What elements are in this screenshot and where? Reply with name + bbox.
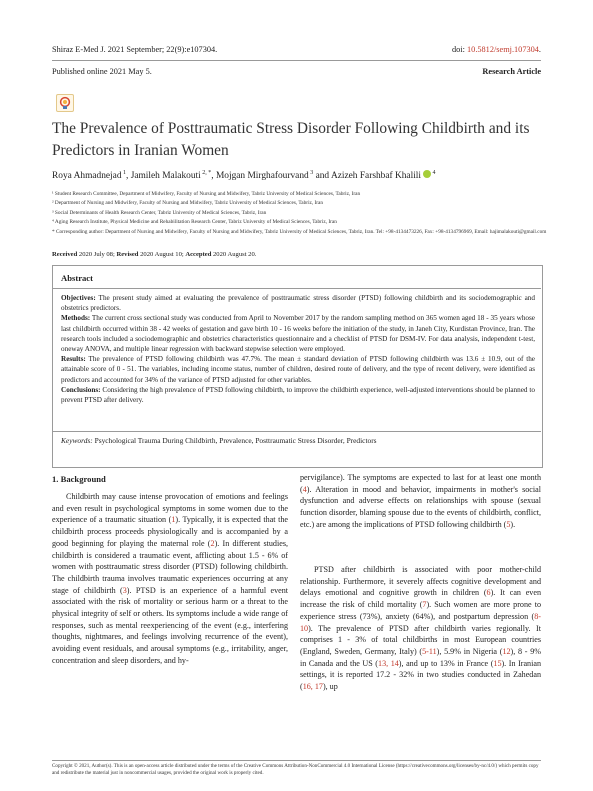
accepted-label: Accepted <box>185 251 212 258</box>
reference-link[interactable]: 12 <box>502 646 511 656</box>
author-affiliation-marker: 3 <box>308 170 314 176</box>
body-paragraph-right-1 <box>300 472 541 531</box>
section-heading: 1. Background <box>52 474 106 484</box>
reference-link[interactable]: 2 <box>210 538 215 548</box>
crossmark-icon[interactable] <box>56 94 74 112</box>
paragraph-text: ). Typically, it is expected that the childbirth process proceeds physiologically and is accompanied by a good beginning for playing the maternal role ( <box>52 515 289 548</box>
abstract-conclusions <box>61 385 535 405</box>
paragraph-text: ). Such women are more prone to experience stress (73%), anxiety (64%), and postpartum depression ( <box>300 600 541 621</box>
copyright-footer: Copyright © 2021, Author(s). This is an open-access article distributed under the terms of the Creative Commons Attribution-NonCommercial 4.0 International License (https://creativecommons.org/licenses/by-nc/4.0/) which permits copy and redistribute the material just in noncommercial usages, provided the original work is properly cited. <box>52 763 539 777</box>
abstract-heading: Abstract <box>61 273 93 283</box>
reference-link[interactable]: 6 <box>486 588 491 598</box>
paragraph-text: ), 8 - 9% in Canada and the US ( <box>300 646 541 668</box>
paragraph-text: ). In Iranian settings, it is reported 17.2 - 32% in two studies conducted in Zahedan ( <box>300 658 541 692</box>
paragraph-text: Childbirth may cause intense provocation of emotions and feelings and even result in psychological symptoms in some women due to the experience of a traumatic situation ( <box>52 492 288 525</box>
affiliation-line: ¹ Student Research Committee, Department of Midwifery, Faculty of Nursing and Midwifery, Tabriz University of Medical Sciences, Tabriz, Iran <box>52 191 361 197</box>
paragraph-text: ). It can even increase the risk of child mortality ( <box>300 588 541 610</box>
doi-prefix: doi: <box>452 45 468 54</box>
results-text: The prevalence of PTSD following childbirth was 47.7%. The mean ± standard deviation of PTSD following childbirth was 13.6 ± 10.9, out of the attainable score of 0 - 51. The variables, including income status, number of children, desired route of delivery, and the type of recent delivery, were identified as predictors and accounted for 34% of the variance of PTSD adjusted for other variables. <box>61 355 535 384</box>
abstract-methods <box>61 313 535 354</box>
paragraph-text: ). The prevalence of PTSD after childbirth varies regionally. It comprises 1 - 3% of total childbirths in most European countries (England, Sweden, Germany, Italy) ( <box>300 623 541 656</box>
keywords-label: Keywords: <box>61 436 93 445</box>
footer-divider <box>52 760 541 761</box>
author-affiliation-marker: 4 <box>431 170 436 176</box>
body-paragraph-right-2 <box>300 564 541 693</box>
affiliation-line: ⁴ Aging Research Institute, Physical Medicine and Rehabilitation Research Center, Tabriz University of Medical Sciences, Tabriz, Iran <box>52 219 337 226</box>
orcid-icon[interactable] <box>423 170 431 178</box>
revised-date: 2020 August 10; <box>138 251 186 258</box>
accepted-date: 2020 August 20. <box>211 251 257 258</box>
abstract-divider <box>53 288 541 289</box>
paragraph-text: ), and up to 13% in France ( <box>398 658 494 668</box>
paragraph-text: ). Alteration in mood and behavior, impairments in mother's social dysfunction and adverse effects on relationships with spouse (sexual function disorder, blaming spouse due to the events of childbirth, conflict, etc.) are among the implications of PTSD following childbirth ( <box>300 484 541 529</box>
keywords-text: Psychological Trauma During Childbirth, Prevalence, Posttraumatic Stress Disorder, Predictors <box>92 436 377 445</box>
corresponding-author: * Corresponding author: Department of Nursing and Midwifery, Faculty of Nursing and Midwifery, Tabriz University of Medical Sciences, Tabriz, Iran. Tel: +98-4134473226, Fax: +98-4134796969, Email: hajimalakouti@gmail.com <box>52 229 547 235</box>
author-affiliation-marker: 2, * <box>200 170 212 176</box>
abstract-body <box>61 293 535 405</box>
paragraph-text: ). PTSD is an experience of a harmful event associated with the risk of mortality or serious harm or a threat to the physical integrity of self or others. Its symptoms include a wide range of responses, such as mental reexperiencing of the event (e.g., interfering thoughts, nightmares, and feelings involving recurrence of the event), avoiding event residuals, and arousal symptoms (e.g., irritability, anger, concentration and sleep disorders, and hy- <box>52 585 289 665</box>
paragraph-text: ). <box>510 519 516 529</box>
reference-link[interactable]: 16, 17 <box>302 682 323 692</box>
body-paragraph-left <box>52 491 288 667</box>
paragraph-text: PTSD after childbirth is associated with poor mother-child relationship. Furthermore, it severely affects cognitive development and delays emotional and cognitive growth in children ( <box>300 565 541 598</box>
author-name: Azizeh Farshbaf Khalili <box>330 171 422 182</box>
doi-link[interactable]: 10.5812/semj.107304 <box>467 45 539 54</box>
received-date: 2020 July 08; <box>77 251 117 258</box>
reference-link[interactable]: 13, 14 <box>378 658 399 668</box>
revised-label: Revised <box>116 251 139 258</box>
article-title: The Prevalence of Posttraumatic Stress Disorder Following Childbirth and its Predictors in Iranian Women <box>52 120 530 159</box>
received-label: Received <box>52 251 78 258</box>
article-dates <box>52 251 256 258</box>
paragraph-text: ), 5.9% in Nigeria ( <box>436 646 503 656</box>
reference-link[interactable]: 5-11 <box>422 646 437 656</box>
author-separator: , <box>126 171 131 182</box>
abstract-objectives <box>61 293 535 313</box>
affiliations <box>52 190 547 228</box>
results-label: Results: <box>61 355 86 364</box>
journal-citation: Shiraz E-Med J. 2021 September; 22(9):e107304. <box>52 45 218 54</box>
paragraph-text: pervigilance). The symptoms are expected to last for at least one month ( <box>300 473 541 494</box>
author-name: Jamileh Malakouti <box>130 171 201 182</box>
keywords <box>61 436 535 445</box>
methods-text: The current cross sectional study was conducted from April to November 2017 by the random sampling method on 365 women aged 18 - 35 years whose last childbirth occurred within 38 - 42 weeks of gestation and gave birth 10 - 16 weeks before the initiation of the study, in Janeh City, Kurdistan Province, Iran. The research tools included a sociodemographic and obstetrics characteristics questionnaire and a checklist of PTSD for DSM-IV. For data analysis, independent t-test, oneway ANOVA, and multiple linear regression with backward stepwise selection were employed. <box>61 314 535 354</box>
affiliation-line: ² Department of Nursing and Midwifery, Faculty of Nursing and Midwifery, Tabriz University of Medical Sciences, Tabriz, Iran <box>52 200 324 207</box>
author-name: Mojgan Mirghafourvand <box>215 171 309 182</box>
author-separator: , <box>211 171 216 182</box>
reference-link[interactable]: 4 <box>302 484 307 494</box>
reference-link[interactable]: 3 <box>122 585 127 595</box>
header-divider <box>52 60 541 61</box>
paragraph-text: ). In different studies, childbirth is considered a traumatic event, afflicting about 1.5 - 6% of women with posttraumatic stress disorder (PTSD) following childbirth. The childbirth trauma involves traumatic experiences occurring at any stage of childbirth ( <box>52 538 288 595</box>
abstract-results <box>61 354 535 385</box>
reference-link[interactable]: 5 <box>506 519 511 529</box>
reference-link[interactable]: 7 <box>422 600 427 610</box>
objectives-label: Objectives: <box>61 294 96 302</box>
author-list <box>52 170 547 181</box>
objectives-text: The present study aimed at evaluating the prevalence of posttraumatic stress disorder (PTSD) following childbirth and its sociodemographic and obstetrics predictors. <box>61 294 535 313</box>
author-affiliation-marker: 1 <box>121 170 127 176</box>
paragraph-text: ), up <box>322 682 338 692</box>
reference-link[interactable]: 15 <box>493 658 502 668</box>
conclusions-label: Conclusions: <box>61 385 101 394</box>
author-separator: and <box>313 171 331 182</box>
reference-link[interactable]: 1 <box>171 515 176 525</box>
author-name: Roya Ahmadnejad <box>52 171 122 182</box>
doi-suffix: . <box>538 45 541 54</box>
reference-link[interactable]: 8-10 <box>300 611 541 633</box>
published-date: Published online 2021 May 5. <box>52 67 152 76</box>
conclusions-text: Considering the high prevalence of PTSD following childbirth, to improve the childbirth experience, well-adjusted interventions should be planned to prevent PTSD after delivery. <box>61 385 535 405</box>
keywords-divider <box>53 431 541 432</box>
affiliation-line: ³ Social Determinants of Health Research Center, Tabriz University of Medical Sciences, Tabriz, Iran <box>52 209 267 216</box>
doi <box>452 45 541 54</box>
methods-label: Methods: <box>61 314 91 323</box>
article-type: Research Article <box>482 67 541 76</box>
